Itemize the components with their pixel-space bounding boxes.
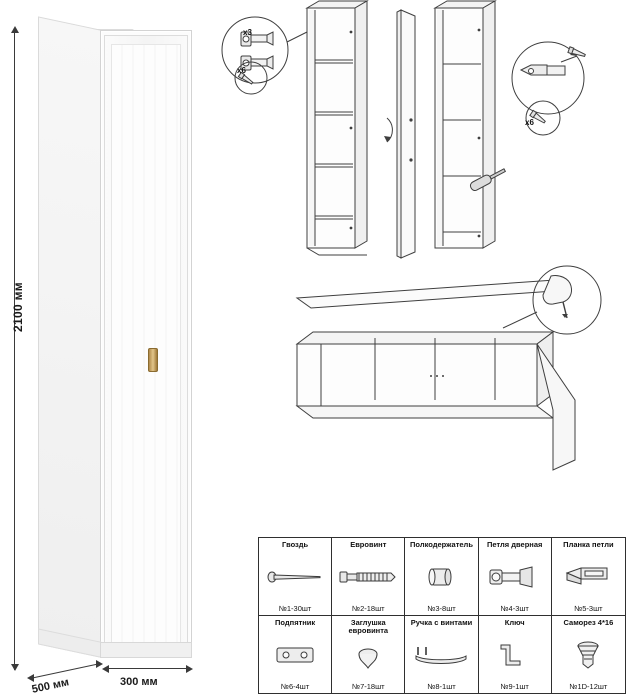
assembly-diagram [215,0,631,530]
height-dimension-label: 2100 мм [11,282,25,332]
part-cell-door-hinge [479,538,552,616]
part-name: Евровинт [350,540,387,549]
part-name: Гвоздь [282,540,309,549]
door-handle-icon [148,348,158,372]
width-dimension-line [106,668,190,669]
part-name: Заглушка евровинта [348,617,389,636]
glide-foot-icon [261,627,329,682]
part-cell-hinge-plate [552,538,625,616]
height-dimension-line [14,30,15,670]
part-cell-nail [259,538,332,616]
width-arrow-left-icon [102,665,109,673]
confirmat-screw-icon [334,550,402,604]
part-code: №5-3шт [574,603,603,613]
part-code: №4-3шт [500,603,529,613]
cabinet-door [104,35,188,653]
depth-dimension-label: 500 мм [30,676,71,696]
cabinet-illustration [0,0,215,700]
shelf-support-icon [407,550,475,604]
part-name: Саморез 4*16 [563,617,614,627]
part-cell-shelf-support [405,538,478,616]
screw-cap-icon [334,636,402,682]
callout-hinge-qty: x3 [243,28,252,37]
part-name: Полкодержатель [410,540,473,549]
part-code: №1D-12шт [569,682,608,691]
height-arrow-top-icon [11,26,19,33]
depth-arrow-left-icon [27,674,34,682]
nail-icon [261,550,329,604]
allen-key-icon [481,627,549,682]
part-code: №7-18шт [352,682,385,691]
parts-legend-table [258,537,626,694]
callout-hinge-screw-qty: x6 [237,66,246,75]
hinge-plate-icon [554,550,623,604]
part-name: Планка петли [563,540,614,549]
height-arrow-bottom-icon [11,664,19,671]
part-cell-allen-key [479,616,552,694]
part-cell-confirmat [332,538,405,616]
assembly-line-art [215,0,631,530]
part-cell-handle [405,616,478,694]
part-code: №1-30шт [278,603,312,613]
part-code: №9-1шт [500,682,529,691]
self-tapping-screw-icon [554,627,623,682]
width-dimension-label: 300 мм [120,676,158,688]
part-code: №6-4шт [280,682,310,691]
cabinet-base-front [100,642,192,658]
part-code: №2-18шт [352,603,385,613]
part-code: №8-1шт [427,682,456,691]
part-name: Петля дверная [487,540,543,549]
part-cell-glide-foot [259,616,332,694]
part-name: Ручка с винтами [410,617,473,627]
part-name: Подпятник [275,617,316,627]
callout-plate-screw-qty: x6 [525,118,534,127]
door-panel-texture [111,44,181,644]
width-arrow-right-icon [186,665,193,673]
part-cell-screw-cap [332,616,405,694]
part-name: Ключ [504,617,525,627]
handle-icon [407,627,475,682]
cabinet-side-panel [38,16,102,658]
part-cell-self-tapping-screw [552,616,625,694]
part-code: №3-8шт [427,603,456,613]
door-hinge-icon [481,550,549,604]
